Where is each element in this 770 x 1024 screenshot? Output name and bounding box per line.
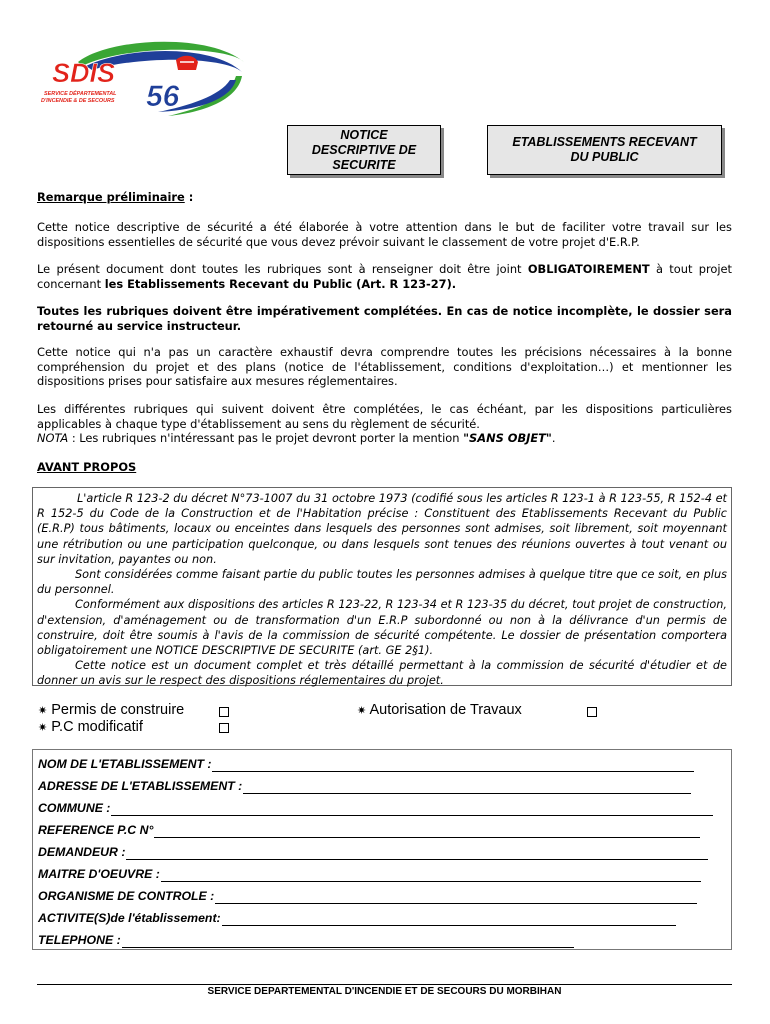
bullet-icon: ✷ bbox=[357, 705, 367, 717]
form-row-maitre-oeuvre bbox=[38, 866, 701, 882]
remarque-colon: : bbox=[184, 190, 194, 204]
field-label-activite: ACTIVITE(S)de l'établissement: bbox=[38, 911, 221, 925]
avant-propos-paragraph-3: Conformément aux dispositions des articles R 123-22, R 123-34 et R 123-35 du décret, tout projet de construction, d'extension, d'aménagement ou de transformation d'un E.R.P subordonné ou non à la délivrance d'un permis de construire, doit être soumis à l'avis de la commission de sécurité compétente. Le dossier de présentation comportera obligatoirement une NOTICE DESCRIPTIVE DE SECURITE (art. GE 2§1). bbox=[37, 598, 727, 658]
remarque-paragraph-4: Cette notice qui n'a pas un caractère exhaustif devra comprendre toutes les précisions nécessaires à la bonne compréhension du projet et des plans (notice de l'établissement, conditions d'exploitation…) et mentionner les dispositions prises pour satisfaire aux mesures réglementaires. bbox=[37, 345, 732, 388]
notice-title-box bbox=[287, 125, 441, 175]
footer-text: SERVICE DEPARTEMENTAL D'INCENDIE ET DE SECOURS DU MORBIHAN bbox=[207, 986, 562, 997]
form-row-activite bbox=[38, 910, 676, 926]
option-pc-modificatif-label: P.C modificatif bbox=[51, 719, 143, 735]
form-row-demandeur bbox=[38, 844, 708, 860]
field-input-maitre-oeuvre[interactable] bbox=[161, 869, 701, 882]
p2-erp-reference: les Etablissements Recevant du Public (Art. R 123-27). bbox=[104, 276, 457, 291]
bullet-icon: ✷ bbox=[38, 722, 48, 734]
remarque-heading: Remarque préliminaire bbox=[37, 190, 185, 204]
field-label-telephone: TELEPHONE : bbox=[38, 933, 121, 947]
option-pc-modificatif bbox=[38, 719, 143, 737]
field-input-activite[interactable] bbox=[222, 913, 676, 926]
form-row-nom bbox=[38, 756, 694, 772]
p5-text: Les différentes rubriques qui suivent doivent être complétées, le cas échéant, par les dispositions particulières applicables à chaque type d'établissement au sens du règlement de sécurité. bbox=[37, 402, 732, 431]
field-label-reference: REFERENCE P.C N° bbox=[38, 823, 154, 837]
field-input-adresse[interactable] bbox=[243, 781, 691, 794]
sdis56-logo bbox=[38, 36, 250, 118]
nota-label: NOTA bbox=[37, 431, 69, 445]
field-input-commune[interactable] bbox=[111, 803, 713, 816]
avant-propos-paragraph-4: Cette notice est un document complet et très détaillé permettant à la commission de sécurité d'étudier et de donner un avis sur le respect des dispositions réglementaires du projet. bbox=[37, 659, 727, 688]
remarque-paragraph-3: Toutes les rubriques doivent être impérativement complétées. En cas de notice incomplète, le dossier sera retourné au service instructeur. bbox=[37, 304, 732, 333]
option-autorisation bbox=[357, 702, 522, 720]
field-label-maitre-oeuvre: MAITRE D'OEUVRE : bbox=[38, 867, 160, 881]
erp-title-line-2: DU PUBLIC bbox=[570, 150, 639, 164]
pc-modificatif-checkbox[interactable] bbox=[219, 723, 229, 733]
remarque-paragraph-2 bbox=[37, 262, 732, 291]
p2-obligatoirement: OBLIGATOIREMENT bbox=[527, 262, 650, 276]
field-label-adresse: ADRESSE DE L'ETABLISSEMENT : bbox=[38, 779, 243, 793]
logo-main-text: SDIS bbox=[52, 58, 116, 88]
option-permis bbox=[38, 702, 184, 720]
avant-propos-box bbox=[32, 487, 732, 686]
form-row-commune bbox=[38, 800, 713, 816]
field-label-commune: COMMUNE : bbox=[38, 801, 111, 815]
field-label-nom: NOM DE L'ETABLISSEMENT : bbox=[38, 757, 212, 771]
avant-propos-heading: AVANT PROPOS bbox=[37, 460, 137, 474]
logo-subtitle-2: D'INCENDIE & DE SECOURS bbox=[41, 98, 115, 104]
notice-title-line-2: DESCRIPTIVE DE bbox=[311, 142, 417, 157]
bullet-icon: ✷ bbox=[38, 705, 48, 717]
remarque-paragraph-1: Cette notice descriptive de sécurité a été élaborée à votre attention dans le but de faciliter votre travail sur les dispositions essentielles de sécurité que vous devez prévoir suivant le classement de votre projet d'E.R.P. bbox=[37, 220, 732, 249]
field-label-demandeur: DEMANDEUR : bbox=[38, 845, 126, 859]
remarque-paragraph-5 bbox=[37, 402, 732, 446]
logo-subtitle-1: SERVICE DÉPARTEMENTAL bbox=[44, 91, 117, 97]
form-row-organisme bbox=[38, 888, 697, 904]
field-label-organisme: ORGANISME DE CONTROLE : bbox=[38, 889, 215, 903]
p2-text-a: Le présent document dont toutes les rubriques sont à renseigner doit être joint bbox=[37, 262, 528, 276]
field-input-demandeur[interactable] bbox=[126, 847, 708, 860]
nota-end: . bbox=[551, 431, 556, 445]
autorisation-checkbox[interactable] bbox=[587, 707, 597, 717]
logo-graphic bbox=[38, 36, 250, 118]
option-permis-label: Permis de construire bbox=[51, 702, 185, 718]
notice-title-line-1: NOTICE bbox=[340, 127, 388, 142]
form-row-adresse bbox=[38, 778, 691, 794]
footer-divider bbox=[37, 984, 732, 985]
field-input-telephone[interactable] bbox=[122, 935, 574, 948]
p2-text-c: à tout projet concernant bbox=[37, 262, 733, 291]
form-row-telephone bbox=[38, 932, 574, 948]
nota-sans-objet: "SANS OBJET" bbox=[463, 431, 552, 445]
establishment-form bbox=[32, 749, 732, 950]
notice-title-line-3: SECURITE bbox=[332, 157, 396, 172]
avant-propos-paragraph-2: Sont considérées comme faisant partie du public toutes les personnes admises à quelque titre que ce soit, en plus du personnel. bbox=[37, 568, 727, 597]
field-input-organisme[interactable] bbox=[215, 891, 697, 904]
erp-title-line-1: ETABLISSEMENTS RECEVANT bbox=[512, 135, 697, 149]
permis-checkbox[interactable] bbox=[219, 707, 229, 717]
erp-title-box bbox=[487, 125, 722, 175]
field-input-nom[interactable] bbox=[212, 759, 694, 772]
remarque-heading-row bbox=[37, 190, 732, 205]
form-row-reference bbox=[38, 822, 700, 838]
field-input-reference[interactable] bbox=[154, 825, 700, 838]
logo-number: 56 bbox=[146, 80, 180, 113]
avant-propos-paragraph-1: L'article R 123-2 du décret N°73-1007 du 31 octobre 1973 (codifié sous les articles R 123-1 à R 123-55, R 152-4 et R 152-5 du Code de la Construction et de l'Habitation précise : Constituent des Etablissements Recevant du Public (E.R.P) tous bâtiments, locaux ou enceintes dans lesquels des personnes sont admises, soit librement, soit moyennant une rétribution ou une participation quelconque, ou dans lesquels sont tenues des réunions ouvertes à tout venant ou sur invitation, payantes ou non. bbox=[37, 492, 727, 566]
option-autorisation-label: Autorisation de Travaux bbox=[369, 702, 522, 718]
nota-text: : Les rubriques n'intéressant pas le projet devront porter la mention bbox=[68, 431, 464, 445]
